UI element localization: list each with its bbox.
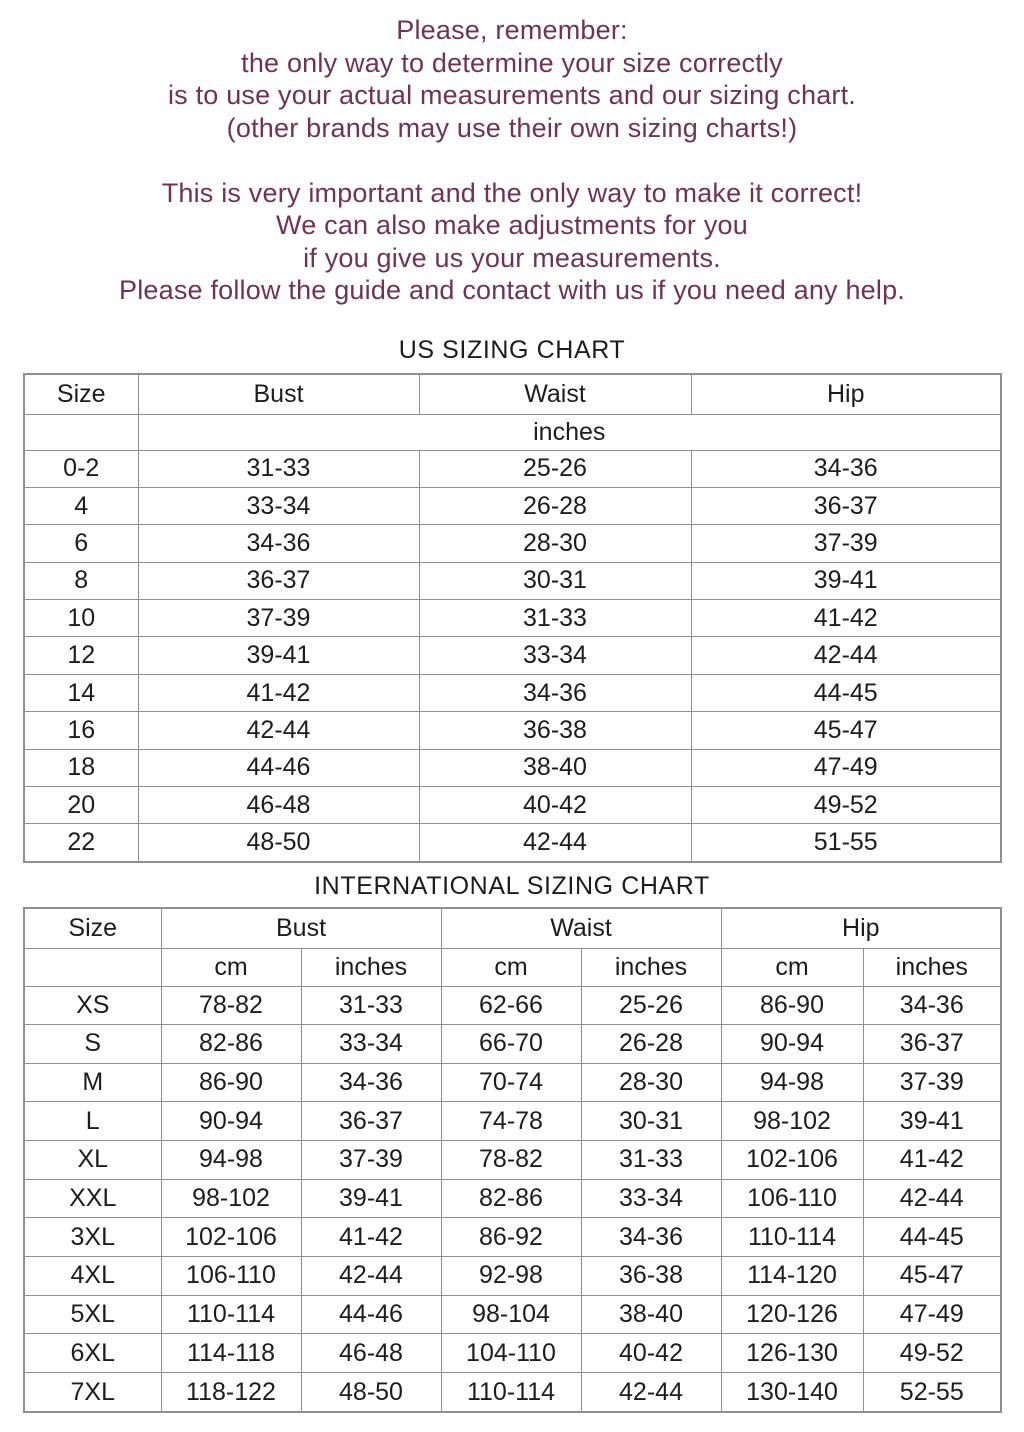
unit-label-waist-inches: inches bbox=[581, 948, 721, 986]
measurement-cell: 31-33 bbox=[301, 986, 441, 1025]
measurement-cell: 36-37 bbox=[301, 1102, 441, 1141]
measurement-cell: 82-86 bbox=[441, 1179, 581, 1218]
table-row bbox=[24, 600, 1001, 637]
measurement-cell: 42-44 bbox=[301, 1257, 441, 1296]
measurement-cell: 78-82 bbox=[441, 1141, 581, 1180]
measurement-cell: 49-52 bbox=[863, 1334, 1001, 1373]
table-row bbox=[24, 525, 1001, 562]
unit-label-hip-inches: inches bbox=[863, 948, 1001, 986]
measurement-cell: 26-28 bbox=[581, 1025, 721, 1064]
size-cell: 20 bbox=[24, 787, 138, 824]
column-header-hip: Hip bbox=[721, 908, 1001, 948]
measurement-cell: 34-36 bbox=[419, 674, 691, 711]
intro-line: We can also make adjustments for you bbox=[276, 210, 748, 240]
table-row bbox=[24, 1179, 1001, 1218]
measurement-cell: 34-36 bbox=[691, 450, 1001, 487]
measurement-cell: 38-40 bbox=[419, 749, 691, 786]
measurement-cell: 51-55 bbox=[691, 824, 1001, 862]
measurement-cell: 42-44 bbox=[138, 712, 419, 749]
measurement-cell: 34-36 bbox=[301, 1063, 441, 1102]
measurement-cell: 31-33 bbox=[419, 600, 691, 637]
column-header-hip: Hip bbox=[691, 374, 1001, 414]
measurement-cell: 45-47 bbox=[691, 712, 1001, 749]
measurement-cell: 26-28 bbox=[419, 487, 691, 524]
measurement-cell: 110-114 bbox=[721, 1218, 863, 1257]
intro-line: the only way to determine your size correctly bbox=[241, 47, 783, 78]
measurement-cell: 74-78 bbox=[441, 1102, 581, 1141]
size-cell: M bbox=[24, 1063, 161, 1102]
measurement-cell: 92-98 bbox=[441, 1257, 581, 1296]
measurement-cell: 114-118 bbox=[161, 1334, 301, 1373]
measurement-cell: 49-52 bbox=[691, 787, 1001, 824]
size-cell: 8 bbox=[24, 562, 138, 599]
measurement-cell: 106-110 bbox=[721, 1179, 863, 1218]
measurement-cell: 40-42 bbox=[581, 1334, 721, 1373]
measurement-cell: 98-104 bbox=[441, 1295, 581, 1334]
unit-label-bust-cm: cm bbox=[161, 948, 301, 986]
unit-label: inches bbox=[138, 414, 1001, 450]
us-header-row bbox=[24, 374, 1001, 414]
intro-line: (other brands may use their own sizing charts!) bbox=[226, 112, 798, 143]
size-cell: 5XL bbox=[24, 1295, 161, 1334]
measurement-cell: 94-98 bbox=[161, 1141, 301, 1180]
measurement-cell: 47-49 bbox=[863, 1295, 1001, 1334]
size-cell: 22 bbox=[24, 824, 138, 862]
measurement-cell: 52-55 bbox=[863, 1373, 1001, 1412]
size-cell: 14 bbox=[24, 674, 138, 711]
size-cell: 6 bbox=[24, 525, 138, 562]
column-header-waist: Waist bbox=[441, 908, 721, 948]
measurement-cell: 48-50 bbox=[138, 824, 419, 862]
measurement-cell: 34-36 bbox=[138, 525, 419, 562]
intro-line: Please follow the guide and contact with us if you need any help. bbox=[118, 275, 905, 305]
measurement-cell: 82-86 bbox=[161, 1025, 301, 1064]
measurement-cell: 42-44 bbox=[419, 824, 691, 862]
table-row bbox=[24, 1334, 1001, 1373]
measurement-cell: 78-82 bbox=[161, 986, 301, 1025]
intro-line: This is very important and the only way to make it correct! bbox=[161, 177, 863, 208]
intro-line: Please, remember: bbox=[396, 15, 628, 45]
table-row bbox=[24, 1257, 1001, 1296]
table-row bbox=[24, 1102, 1001, 1141]
measurement-cell: 30-31 bbox=[419, 562, 691, 599]
measurement-cell: 39-41 bbox=[138, 637, 419, 674]
size-cell: 7XL bbox=[24, 1373, 161, 1412]
measurement-cell: 86-92 bbox=[441, 1218, 581, 1257]
column-header-bust: Bust bbox=[161, 908, 441, 948]
measurement-cell: 102-106 bbox=[721, 1141, 863, 1180]
measurement-cell: 118-122 bbox=[161, 1373, 301, 1412]
table-row bbox=[24, 1025, 1001, 1064]
measurement-cell: 110-114 bbox=[161, 1295, 301, 1334]
measurement-cell: 33-34 bbox=[138, 487, 419, 524]
measurement-cell: 25-26 bbox=[419, 450, 691, 487]
measurement-cell: 70-74 bbox=[441, 1063, 581, 1102]
size-cell: 16 bbox=[24, 712, 138, 749]
measurement-cell: 36-37 bbox=[863, 1025, 1001, 1064]
column-header-size: Size bbox=[24, 374, 138, 414]
measurement-cell: 33-34 bbox=[581, 1179, 721, 1218]
intro-line bbox=[0, 144, 1024, 177]
size-cell: XL bbox=[24, 1141, 161, 1180]
unit-label-hip-cm: cm bbox=[721, 948, 863, 986]
measurement-cell: 36-38 bbox=[419, 712, 691, 749]
table-row bbox=[24, 1218, 1001, 1257]
us-unit-row bbox=[24, 414, 1001, 450]
size-cell: 6XL bbox=[24, 1334, 161, 1373]
table-row bbox=[24, 562, 1001, 599]
international-sizing-table bbox=[23, 907, 1002, 1413]
measurement-cell: 40-42 bbox=[419, 787, 691, 824]
measurement-cell: 36-38 bbox=[581, 1257, 721, 1296]
international-header-row bbox=[24, 908, 1001, 948]
measurement-cell: 39-41 bbox=[691, 562, 1001, 599]
measurement-cell: 37-39 bbox=[138, 600, 419, 637]
column-header-size: Size bbox=[24, 908, 161, 948]
international-chart-title: INTERNATIONAL SIZING CHART bbox=[314, 872, 710, 900]
measurement-cell: 41-42 bbox=[691, 600, 1001, 637]
measurement-cell: 62-66 bbox=[441, 986, 581, 1025]
measurement-cell: 48-50 bbox=[301, 1373, 441, 1412]
measurement-cell: 98-102 bbox=[721, 1102, 863, 1141]
measurement-cell: 41-42 bbox=[138, 674, 419, 711]
international-unit-row bbox=[24, 948, 1001, 986]
measurement-cell: 120-126 bbox=[721, 1295, 863, 1334]
measurement-cell: 90-94 bbox=[721, 1025, 863, 1064]
measurement-cell: 30-31 bbox=[581, 1102, 721, 1141]
table-row bbox=[24, 787, 1001, 824]
table-row bbox=[24, 450, 1001, 487]
size-cell: XS bbox=[24, 986, 161, 1025]
intro-text bbox=[0, 14, 1024, 307]
measurement-cell: 37-39 bbox=[691, 525, 1001, 562]
measurement-cell: 42-44 bbox=[691, 637, 1001, 674]
measurement-cell: 38-40 bbox=[581, 1295, 721, 1334]
table-row bbox=[24, 487, 1001, 524]
measurement-cell: 31-33 bbox=[581, 1141, 721, 1180]
measurement-cell: 42-44 bbox=[581, 1373, 721, 1412]
measurement-cell: 98-102 bbox=[161, 1179, 301, 1218]
intro-line: is to use your actual measurements and our sizing chart. bbox=[167, 80, 857, 110]
size-cell: 10 bbox=[24, 600, 138, 637]
measurement-cell: 46-48 bbox=[138, 787, 419, 824]
measurement-cell: 34-36 bbox=[581, 1218, 721, 1257]
us-chart-title: US SIZING CHART bbox=[398, 336, 626, 364]
measurement-cell: 33-34 bbox=[419, 637, 691, 674]
table-row bbox=[24, 1295, 1001, 1334]
size-cell: S bbox=[24, 1025, 161, 1064]
table-row bbox=[24, 674, 1001, 711]
measurement-cell: 47-49 bbox=[691, 749, 1001, 786]
measurement-cell: 39-41 bbox=[301, 1179, 441, 1218]
measurement-cell: 86-90 bbox=[721, 986, 863, 1025]
measurement-cell: 42-44 bbox=[863, 1179, 1001, 1218]
measurement-cell: 44-46 bbox=[301, 1295, 441, 1334]
table-row bbox=[24, 1063, 1001, 1102]
measurement-cell: 44-45 bbox=[863, 1218, 1001, 1257]
measurement-cell: 45-47 bbox=[863, 1257, 1001, 1296]
measurement-cell: 25-26 bbox=[581, 986, 721, 1025]
measurement-cell: 114-120 bbox=[721, 1257, 863, 1296]
measurement-cell: 86-90 bbox=[161, 1063, 301, 1102]
measurement-cell: 31-33 bbox=[138, 450, 419, 487]
measurement-cell: 44-46 bbox=[138, 749, 419, 786]
us-sizing-table bbox=[23, 373, 1002, 863]
table-row bbox=[24, 824, 1001, 862]
measurement-cell: 110-114 bbox=[441, 1373, 581, 1412]
unit-label-bust-inches: inches bbox=[301, 948, 441, 986]
empty-cell bbox=[24, 948, 161, 986]
measurement-cell: 28-30 bbox=[419, 525, 691, 562]
measurement-cell: 66-70 bbox=[441, 1025, 581, 1064]
table-row bbox=[24, 1141, 1001, 1180]
size-cell: L bbox=[24, 1102, 161, 1141]
measurement-cell: 37-39 bbox=[301, 1141, 441, 1180]
measurement-cell: 41-42 bbox=[301, 1218, 441, 1257]
measurement-cell: 34-36 bbox=[863, 986, 1001, 1025]
measurement-cell: 36-37 bbox=[691, 487, 1001, 524]
measurement-cell: 46-48 bbox=[301, 1334, 441, 1373]
measurement-cell: 90-94 bbox=[161, 1102, 301, 1141]
measurement-cell: 36-37 bbox=[138, 562, 419, 599]
empty-cell bbox=[24, 414, 138, 450]
table-row bbox=[24, 1373, 1001, 1412]
size-cell: 4XL bbox=[24, 1257, 161, 1296]
measurement-cell: 102-106 bbox=[161, 1218, 301, 1257]
measurement-cell: 94-98 bbox=[721, 1063, 863, 1102]
table-row bbox=[24, 637, 1001, 674]
size-cell: XXL bbox=[24, 1179, 161, 1218]
measurement-cell: 39-41 bbox=[863, 1102, 1001, 1141]
size-cell: 0-2 bbox=[24, 450, 138, 487]
size-cell: 18 bbox=[24, 749, 138, 786]
measurement-cell: 106-110 bbox=[161, 1257, 301, 1296]
size-cell: 12 bbox=[24, 637, 138, 674]
measurement-cell: 104-110 bbox=[441, 1334, 581, 1373]
measurement-cell: 33-34 bbox=[301, 1025, 441, 1064]
size-cell: 4 bbox=[24, 487, 138, 524]
unit-label-waist-cm: cm bbox=[441, 948, 581, 986]
measurement-cell: 44-45 bbox=[691, 674, 1001, 711]
measurement-cell: 28-30 bbox=[581, 1063, 721, 1102]
intro-line: if you give us your measurements. bbox=[303, 242, 721, 273]
measurement-cell: 126-130 bbox=[721, 1334, 863, 1373]
column-header-waist: Waist bbox=[419, 374, 691, 414]
table-row bbox=[24, 749, 1001, 786]
measurement-cell: 41-42 bbox=[863, 1141, 1001, 1180]
size-cell: 3XL bbox=[24, 1218, 161, 1257]
measurement-cell: 37-39 bbox=[863, 1063, 1001, 1102]
table-row bbox=[24, 986, 1001, 1025]
table-row bbox=[24, 712, 1001, 749]
column-header-bust: Bust bbox=[138, 374, 419, 414]
measurement-cell: 130-140 bbox=[721, 1373, 863, 1412]
